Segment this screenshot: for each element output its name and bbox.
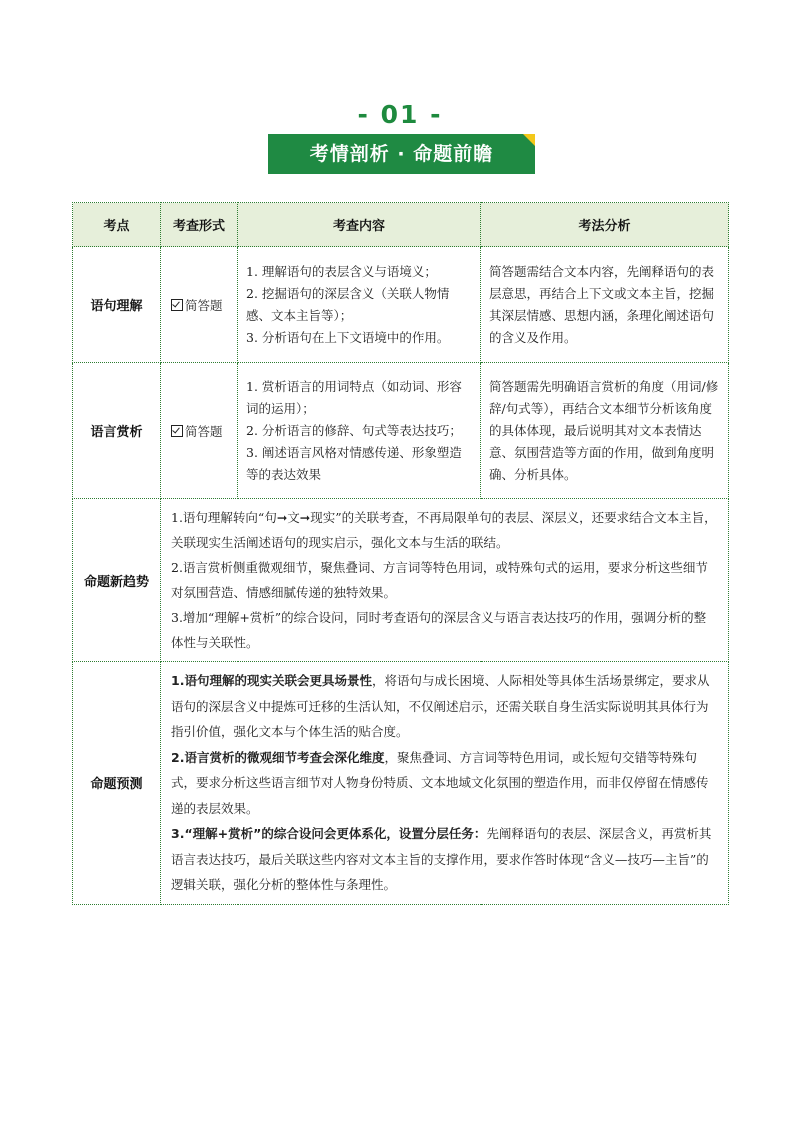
section-banner — [268, 134, 535, 174]
content-item: 3. 阐述语言风格对情感传递、形象塑造等的表达效果 — [246, 444, 462, 482]
trend-label: 命题新趋势 — [73, 499, 161, 662]
forecast-item — [171, 821, 718, 898]
row-form — [161, 363, 238, 499]
content-item: 3. 分析语句在上下文语境中的作用。 — [246, 329, 450, 345]
trend-content — [161, 499, 729, 662]
column-header-content: 考查内容 — [238, 203, 481, 247]
trend-item: 3.增加“理解+赏析”的综合设问，同时考查语句的深层含义与语言表达技巧的作用，强调分析的整体性与关联性。 — [171, 610, 707, 650]
exam-analysis-table — [72, 202, 729, 905]
row-form — [161, 247, 238, 363]
forecast-item-lead: 2.语言赏析的微观细节考查会深化维度 — [171, 749, 385, 765]
section-number: - 01 - — [357, 100, 443, 129]
content-item: 2. 挖掘语句的深层含义（关联人物情感、文本主旨等）； — [246, 285, 450, 323]
row-form-label: 简答题 — [185, 297, 223, 313]
trend-item: 1.语句理解转向“句➞文➞现实”的关联考查，不再局限单句的表层、深层义，还要求结合文本主旨，关联现实生活阐述语句的现实启示，强化文本与生活的联结。 — [171, 510, 717, 550]
trend-row — [73, 499, 729, 662]
forecast-item-text: ，将语句与成长困境、人际相处等具体生活场景绑定，要求从语句的深层含义中提炼可迁移的生活认知，不仅阐述启示，还需关联自身生活实际说明其具体行为指引价值，强化文本与个体生活的贴合度。 — [171, 673, 710, 739]
forecast-item-text: 先阐释语句的表层、深层含义，再赏析其语言表达技巧，最后关联这些内容对文本主旨的支撑作用，要求作答时体现“含义—技巧—主旨”的逻辑关联，强化分析的整体性与条理性。 — [171, 826, 712, 892]
banner-corner-decoration — [523, 134, 535, 146]
column-header-form: 考查形式 — [161, 203, 238, 247]
forecast-item-text: ，聚焦叠词、方言词等特色用词，或长短句交错等特殊句式，要求分析这些语言细节对人物身份特质、文本地域文化氛围的塑造作用，而非仅停留在情感传递的表层效果。 — [171, 749, 709, 816]
forecast-content — [161, 662, 729, 905]
checkbox-checked-icon — [171, 299, 183, 311]
row-topic: 语言赏析 — [73, 363, 161, 499]
forecast-row — [73, 662, 729, 905]
content-item: 2. 分析语言的修辞、句式等表达技巧； — [246, 422, 462, 438]
row-content — [238, 247, 481, 363]
forecast-label: 命题预测 — [73, 662, 161, 905]
table-row — [73, 247, 729, 363]
forecast-item-lead: 1.语句理解的现实关联会更具场景性 — [171, 673, 372, 688]
content-item: 1. 理解语句的表层含义与语境义； — [246, 263, 437, 279]
section-title: 考情剖析 · 命题前瞻 — [309, 143, 494, 165]
forecast-item-lead: 3.“理解+赏析”的综合设问会更体系化，设置分层任务： — [171, 826, 487, 841]
forecast-item — [171, 668, 718, 745]
table-header-row — [73, 203, 729, 247]
content-item: 1. 赏析语言的用词特点（如动词、形容词的运用）； — [246, 378, 462, 416]
checkbox-checked-icon — [171, 425, 183, 437]
trend-item: 2.语言赏析侧重微观细节，聚焦叠词、方言词等特色用词，或特殊句式的运用，要求分析这些细节对氛围营造、情感细腻传递的独特效果。 — [171, 560, 708, 600]
row-form-label: 简答题 — [185, 423, 223, 439]
row-analysis: 简答题需结合文本内容，先阐释语句的表层意思，再结合上下文或文本主旨，挖掘其深层情感、思想内涵，条理化阐述语句的含义及作用。 — [481, 247, 729, 363]
table-row — [73, 363, 729, 499]
column-header-analysis: 考法分析 — [481, 203, 729, 247]
row-topic: 语句理解 — [73, 247, 161, 363]
forecast-item — [171, 745, 718, 822]
row-content — [238, 363, 481, 499]
row-analysis: 简答题需先明确语言赏析的角度（用词/修辞/句式等），再结合文本细节分析该角度的具体体现，最后说明其对文本表情达意、氛围营造等方面的作用，做到角度明确、分析具体。 — [481, 363, 729, 499]
column-header-topic: 考点 — [73, 203, 161, 247]
